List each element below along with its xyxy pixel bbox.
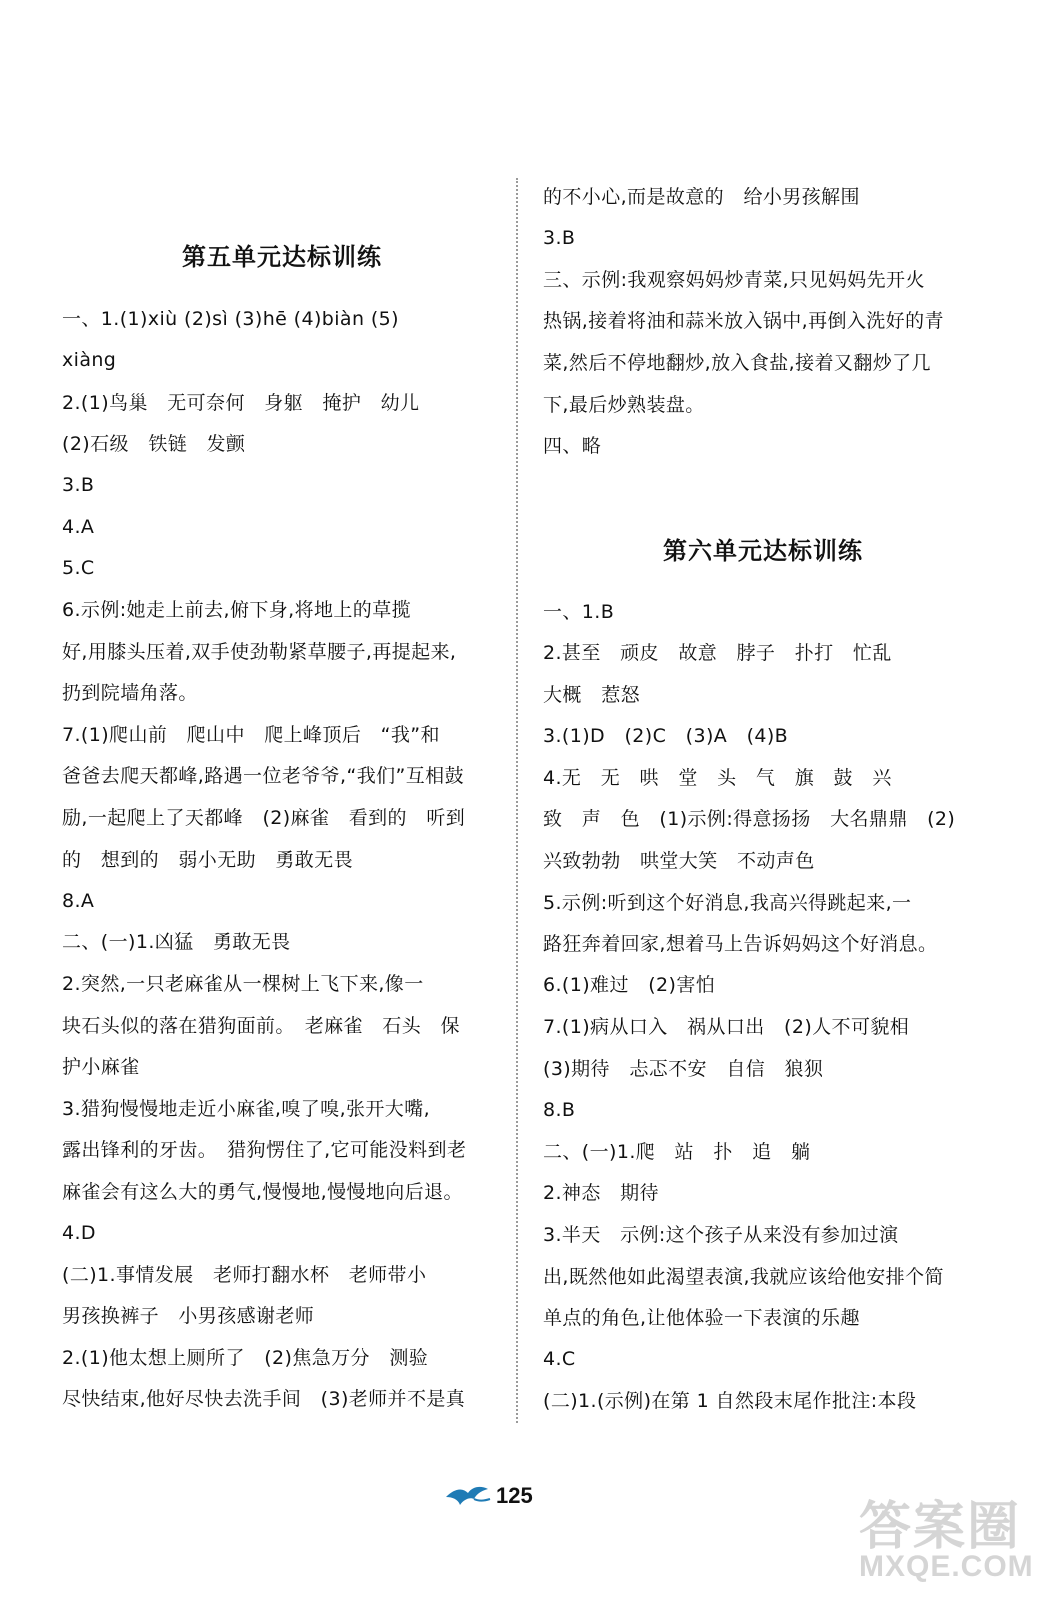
answer-line: 6.(1)难过 (2)害怕 xyxy=(543,974,716,996)
column-divider xyxy=(516,178,518,1423)
page-number: 125 xyxy=(496,1483,533,1508)
answer-line: 2.甚至 顽皮 故意 脖子 扑打 忙乱 xyxy=(543,642,892,664)
answer-line: 8.A xyxy=(62,890,95,912)
answer-line: 2.(1)他太想上厕所了 (2)焦急万分 测验 xyxy=(62,1347,429,1369)
answer-line: 7.(1)爬山前 爬山中 爬上峰顶后 “我”和 xyxy=(62,724,440,746)
answer-line: 5.C xyxy=(62,557,95,579)
answer-line: 的 想到的 弱小无助 勇敢无畏 xyxy=(62,849,354,871)
answer-line: 护小麻雀 xyxy=(62,1056,140,1078)
answer-line: (二)1.(示例)在第 1 自然段末尾作批注:本段 xyxy=(543,1390,917,1412)
answer-line: 单点的角色,让他体验一下表演的乐趣 xyxy=(543,1307,860,1329)
page-footer xyxy=(444,1476,533,1516)
answer-line: 3.B xyxy=(543,227,576,249)
answer-line: 出,既然他如此渴望表演,我就应该给他安排个简 xyxy=(543,1266,944,1288)
swallow-icon xyxy=(444,1483,492,1509)
answer-line: 4.C xyxy=(543,1348,576,1370)
watermark-logo-text: 答案圈 xyxy=(859,1496,1022,1557)
watermark-url: MXQE.COM xyxy=(859,1550,1034,1583)
answer-line: 麻雀会有这么大的勇气,慢慢地,慢慢地向后退。 xyxy=(62,1181,463,1203)
answer-line: 四、略 xyxy=(543,435,602,457)
answer-line: 好,用膝头压着,双手使劲勒紧草腰子,再提起来, xyxy=(62,641,457,663)
answer-line: 3.半天 示例:这个孩子从来没有参加过演 xyxy=(543,1224,899,1246)
answer-line: 尽快结束,他好尽快去洗手间 (3)老师并不是真 xyxy=(62,1388,466,1410)
answer-line: xiàng xyxy=(62,349,117,371)
answer-line: (3)期待 忐忑不安 自信 狼狈 xyxy=(543,1058,824,1080)
answer-line: 兴致勃勃 哄堂大笑 不动声色 xyxy=(543,850,815,872)
answer-line: 2.神态 期待 xyxy=(543,1182,659,1204)
answer-line: 扔到院墙角落。 xyxy=(62,682,198,704)
answer-line: 7.(1)病从口入 祸从口出 (2)人不可貌相 xyxy=(543,1016,910,1038)
answer-line: (2)石级 铁链 发颤 xyxy=(62,433,246,455)
unit6-title: 第六单元达标训练 xyxy=(663,537,863,565)
answer-line: 露出锋利的牙齿。 猎狗愣住了,它可能没料到老 xyxy=(62,1139,467,1161)
answer-line: 大概 惹怒 xyxy=(543,684,641,706)
answer-line: 2.突然,一只老麻雀从一棵树上飞下来,像一 xyxy=(62,973,424,995)
answer-line: 爸爸去爬天都峰,路遇一位老爷爷,“我们”互相鼓 xyxy=(62,765,464,787)
answer-line: 下,最后炒熟装盘。 xyxy=(543,394,705,416)
answer-line: 一、1.(1)xiù (2)sì (3)hē (4)biàn (5) xyxy=(62,308,399,330)
answer-line: (二)1.事情发展 老师打翻水杯 老师带小 xyxy=(62,1264,427,1286)
answer-line: 5.示例:听到这个好消息,我高兴得跳起来,一 xyxy=(543,892,912,914)
site-watermark xyxy=(855,1482,1034,1590)
answer-line: 4.D xyxy=(62,1222,96,1244)
unit5-title: 第五单元达标训练 xyxy=(182,243,382,271)
answer-line: 3.(1)D (2)C (3)A (4)B xyxy=(543,725,789,747)
answer-line: 4.A xyxy=(62,516,95,538)
answer-line: 6.示例:她走上前去,俯下身,将地上的草揽 xyxy=(62,599,412,621)
answer-line: 3.B xyxy=(62,474,95,496)
answer-line: 8.B xyxy=(543,1099,576,1121)
answer-line: 的不小心,而是故意的 给小男孩解围 xyxy=(543,186,860,208)
answer-line: 励,一起爬上了天都峰 (2)麻雀 看到的 听到 xyxy=(62,807,466,829)
answer-line: 路狂奔着回家,想着马上告诉妈妈这个好消息。 xyxy=(543,933,938,955)
answer-line: 菜,然后不停地翻炒,放入食盐,接着又翻炒了几 xyxy=(543,352,931,374)
answer-line: 3.猎狗慢慢地走近小麻雀,嗅了嗅,张开大嘴, xyxy=(62,1098,431,1120)
answer-line: 致 声 色 (1)示例:得意扬扬 大名鼎鼎 (2) xyxy=(543,808,956,830)
answer-line: 块石头似的落在猎狗面前。 老麻雀 石头 保 xyxy=(62,1015,460,1037)
answer-line: 一、1.B xyxy=(543,601,615,623)
answer-line: 三、示例:我观察妈妈炒青菜,只见妈妈先开火 xyxy=(543,269,925,291)
answer-line: 男孩换裤子 小男孩感谢老师 xyxy=(62,1305,315,1327)
answer-line: 2.(1)鸟巢 无可奈何 身躯 掩护 幼儿 xyxy=(62,392,420,414)
answer-line: 4.无 无 哄 堂 头 气 旗 鼓 兴 xyxy=(543,767,892,789)
answer-line: 二、(一)1.凶猛 勇敢无畏 xyxy=(62,931,291,953)
answer-line: 热锅,接着将油和蒜米放入锅中,再倒入洗好的青 xyxy=(543,310,944,332)
answer-line: 二、(一)1.爬 站 扑 追 躺 xyxy=(543,1141,811,1163)
